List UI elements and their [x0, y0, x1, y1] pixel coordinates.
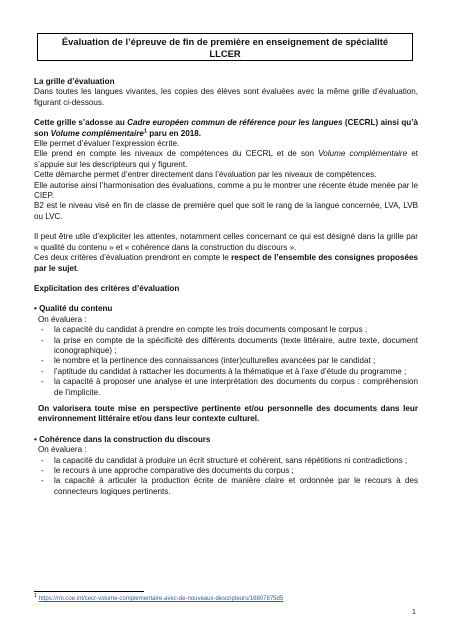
- title-line-1: Évaluation de l’épreuve de fin de première en enseignement de spécialité: [61, 36, 389, 47]
- cadre-p2: Elle prend en compte les niveaux de compétences du CECRL et de son Volume complémentaire et s’appuie sur les descripteurs qui y figurent.: [34, 149, 418, 169]
- expliciter-paragraph: Il peut être utile d’expliciter les attentes, notamment celles concernant ce qui est désigné dans la grille par « qualité du contenu » et « cohérence dans la construction du discours ».: [34, 232, 418, 252]
- coherence-heading: • Cohérence dans la construction du discours: [34, 434, 211, 444]
- list-item: - la capacité à proposer une analyse et une interprétation des documents du corpus : compréhension de l’implicite.: [38, 377, 418, 398]
- cadre-p4: Elle autorise ainsi l’harmonisation des évaluations, comme a pu le montrer une récente étude menée par le CIEP.: [34, 180, 418, 201]
- coherence-on-evaluera: On évaluera :: [38, 445, 87, 455]
- qualite-list: [34, 325, 418, 398]
- qualite-heading: • Qualité du contenu: [34, 304, 113, 314]
- grille-heading: La grille d’évaluation: [34, 77, 115, 86]
- cadre-intro: Cette grille s’adosse au Cadre européen commun de référence pour les langues (CECRL) ainsi qu’à son Volume complémentaire$^1$ paru en 2018.: [34, 118, 418, 138]
- list-item: - la capacité à articuler la production écrite de manière claire et ordonnée par le recours à des connecteurs logiques pertinents.: [38, 476, 418, 497]
- list-item: - le recours à une approche comparative des documents du corpus ;: [38, 466, 418, 476]
- title-box: [37, 33, 413, 61]
- cadre-p5: B2 est le niveau visé en fin de classe de première quel que soit le rang de la langue concernée, LVA, LVB ou LVC.: [34, 201, 418, 221]
- list-item: - la capacité du candidat à prendre en compte les trois documents composant le corpus ;: [38, 325, 418, 335]
- footnote-divider: [34, 591, 144, 592]
- list-item: - l’aptitude du candidat à rattacher les documents à la thématique et à l’axe d’étude du programme ;: [38, 367, 418, 377]
- grille-text: Dans toutes les langues vivantes, les copies des élèves sont évaluées avec la même grille d’évaluation, figurant ci-dessous.: [34, 87, 418, 107]
- footnote-ref: 1: [143, 127, 147, 134]
- qualite-note: On valorisera toute mise en perspective pertinente et/ou personnelle des documents dans leur environnement littéraire et/ou dans leur contexte culturel.: [38, 403, 418, 424]
- title-line-2: LLCER: [209, 47, 241, 59]
- coherence-list: [34, 456, 418, 498]
- cadre-p1: Elle permet d’évaluer l’expression écrite.: [34, 139, 180, 149]
- footnote: [34, 595, 283, 603]
- page-number: 1: [412, 609, 416, 616]
- document-body: [34, 77, 418, 497]
- qualite-on-evaluera: On évaluera :: [38, 314, 87, 324]
- footnote-link[interactable]: https://rm.coe.int/cecr-volume-complementaire-avec-de-nouveaux-descripteurs/16807875d5: [38, 596, 284, 602]
- list-item: - la capacité du candidat à produire un écrit structuré et cohérent, sans répétitions ni contradictions ;: [38, 456, 418, 466]
- criteres-paragraph: Ces deux critères d’évaluation prendront en compte le respect de l’ensemble des consignes proposées par le sujet.: [34, 253, 418, 273]
- list-item: - la prise en compte de la spécificité des différents documents (texte littéraire, autre texte, document iconographique) ;: [38, 336, 418, 357]
- cadre-p3: Cette démarche permet d’entrer directement dans l’évaluation par les niveaux de compétences.: [34, 170, 377, 180]
- footnote-number: 1: [34, 593, 38, 599]
- list-item: - le nombre et la pertinence des connaissances (inter)culturelles avancées par le candidat ;: [38, 356, 418, 366]
- explicitation-heading: Explicitation des critères d’évaluation: [34, 283, 180, 293]
